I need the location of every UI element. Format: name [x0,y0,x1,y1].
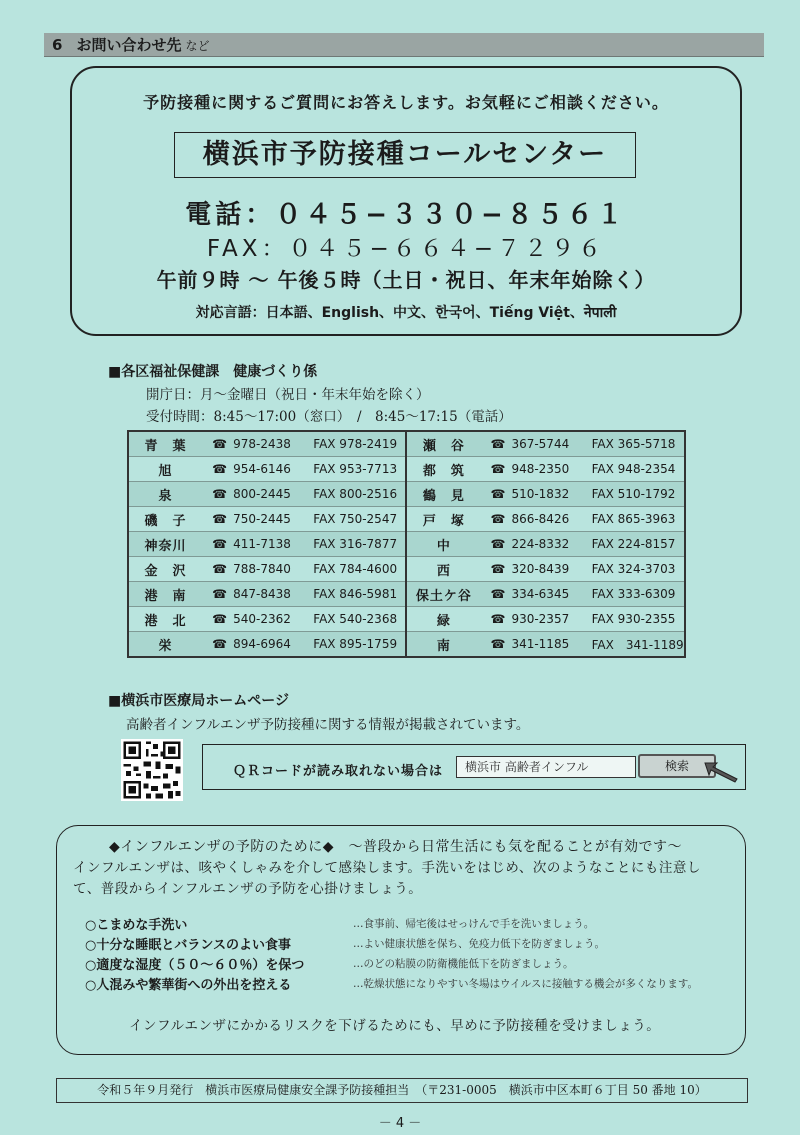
ward-contact-table [127,430,686,658]
ward-tel-cell [202,632,305,658]
ward-tel-cell [202,557,305,582]
ward-fax: FAX 930-2355 [584,607,685,632]
homepage-description: 高齢者インフルエンザ予防接種に関する情報が掲載されています。 [126,717,530,733]
ward-tel: 224-8332 [511,537,570,551]
ward-tel: 866-8426 [511,512,570,526]
phone-icon: ☎ [490,512,506,526]
ward-tel: 847-8438 [233,587,291,601]
ward-tel: 800-2445 [233,487,291,501]
phone-icon: ☎ [490,562,506,576]
ward-name: 緑 [406,607,480,632]
table-row [128,557,685,582]
footer-issuer: 令和５年９月発行 横浜市医療局健康安全課予防接種担当 （〒231-0005 横浜市中区本町６丁目 50 番地 10） [56,1078,748,1103]
ward-reception-hours: 受付時間：8:45～17:00（窓口） / 8:45～17:15（電話） [146,409,512,425]
ward-tel: 540-2362 [233,612,291,626]
ward-tel-cell [480,632,583,658]
ward-tel-cell [480,457,583,482]
phone-icon: ☎ [212,537,228,551]
phone-icon: ☎ [490,437,506,451]
tip-note: …のどの粘膜の防衛機能低下を防ぎましょう。 [353,958,574,970]
phone-icon: ☎ [490,487,506,501]
phone-icon: ☎ [490,537,506,551]
call-center-name: 横浜市予防接種コールセンター [174,132,636,178]
call-center-box [70,66,742,336]
ward-name: 鶴 見 [406,482,480,507]
ward-tel: 320-8439 [511,562,570,576]
ward-name: 西 [406,557,480,582]
ward-name: 都 筑 [406,457,480,482]
ward-fax: FAX 333-6309 [584,582,685,607]
ward-name: 保土ケ谷 [406,582,480,607]
tip-label: ○十分な睡眠とバランスのよい食事 [85,938,291,953]
ward-name: 神奈川 [128,532,202,557]
ward-fax: FAX 846-5981 [305,582,406,607]
tip-note: …食事前、帰宅後はせっけんで手を洗いましょう。 [353,918,595,930]
ward-name: 瀬 谷 [406,431,480,457]
flu-prevention-box [56,825,746,1055]
qr-code-icon[interactable] [121,739,183,801]
search-prompt: ＱＲコードが読み取れない場合は [233,764,444,779]
section-title: お問い合わせ先 [76,36,182,54]
ward-tel: 930-2357 [511,612,570,626]
ward-fax: FAX 865-3963 [584,507,685,532]
phone-icon: ☎ [212,512,228,526]
ward-fax: FAX 800-2516 [305,482,406,507]
search-button[interactable]: 検索 [638,754,716,778]
ward-name: 戸 塚 [406,507,480,532]
flu-closing: インフルエンザにかかるリスクを下げるためにも、早めに予防接種を受けましょう。 [129,1018,661,1034]
ward-offices-heading: ■各区福祉保健課 健康づくり係 [108,364,318,380]
ward-name: 港 南 [128,582,202,607]
tip-label: ○適度な湿度（５０～６０％）を保つ [85,958,305,973]
table-row [128,457,685,482]
ward-tel: 788-7840 [233,562,291,576]
table-row [128,532,685,557]
ward-tel: 334-6345 [511,587,570,601]
page-number: － 4 － [378,1116,422,1131]
tip-label: ○こまめな手洗い [85,918,188,933]
phone-icon: ☎ [212,437,228,451]
flu-intro-line1: インフルエンザは、咳やくしゃみを介して感染します。手洗いをはじめ、次のようなことにも注意し [73,860,701,876]
phone-icon: ☎ [212,562,228,576]
ward-name: 金 沢 [128,557,202,582]
ward-tel-cell [202,457,305,482]
ward-fax: FAX 324-3703 [584,557,685,582]
ward-tel-cell [202,607,305,632]
ward-tel: 367-5744 [511,437,570,451]
table-row [128,607,685,632]
ward-tel-cell [202,482,305,507]
ward-tel-cell [480,507,583,532]
ward-tel: 750-2445 [233,512,291,526]
ward-tel-cell [480,557,583,582]
ward-fax: FAX 510-1792 [584,482,685,507]
ward-tel: 954-6146 [233,462,291,476]
table-row [128,507,685,532]
ward-tel: 978-2438 [233,437,291,451]
call-center-intro: 予防接種に関するご質問にお答えします。お気軽にご相談ください。 [143,93,669,112]
ward-name: 磯 子 [128,507,202,532]
ward-name: 栄 [128,632,202,658]
ward-open-days: 開庁日：月～金曜日（祝日・年末年始を除く） [146,387,430,403]
ward-tel-cell [480,582,583,607]
search-box-area [202,744,746,790]
ward-tel-cell [202,507,305,532]
ward-tel: 411-7138 [233,537,291,551]
table-row [128,482,685,507]
ward-fax: FAX 341-1189 [584,632,685,658]
phone-icon: ☎ [212,462,228,476]
table-row [128,632,685,658]
phone-icon: ☎ [490,462,506,476]
phone-icon: ☎ [490,612,506,626]
ward-tel: 510-1832 [511,487,570,501]
ward-fax: FAX 953-7713 [305,457,406,482]
ward-name: 泉 [128,482,202,507]
flu-prevention-title: ◆インフルエンザの予防のために◆ ～普段から日常生活にも気を配ることが有効です～ [109,839,682,855]
ward-tel: 894-6964 [233,637,291,651]
ward-fax: FAX 784-4600 [305,557,406,582]
phone-icon: ☎ [212,487,228,501]
tip-label: ○人混みや繁華街への外出を控える [85,978,292,993]
phone-icon: ☎ [212,612,228,626]
flu-intro-line2: て、普段からインフルエンザの予防を心掛けましょう。 [73,881,423,897]
call-center-tel: 電話：０４５−３３０−８５６１ [185,200,627,230]
ward-name: 中 [406,532,480,557]
phone-icon: ☎ [212,587,228,601]
ward-name: 南 [406,632,480,658]
ward-tel-cell [480,431,583,457]
phone-icon: ☎ [212,637,228,651]
ward-tel-cell [202,582,305,607]
ward-tel-cell [202,431,305,457]
call-center-fax: FAX：０４５−６６４−７２９６ [206,236,606,262]
ward-name: 港 北 [128,607,202,632]
homepage-heading: ■横浜市医療局ホームページ [108,693,289,709]
phone-icon: ☎ [490,637,506,651]
section-number: 6 [52,36,63,54]
ward-name: 旭 [128,457,202,482]
ward-tel-cell [480,607,583,632]
ward-tel-cell [480,532,583,557]
ward-fax: FAX 750-2547 [305,507,406,532]
ward-fax: FAX 978-2419 [305,431,406,457]
table-row [128,582,685,607]
search-input[interactable]: 横浜市 高齢者インフル [456,756,636,778]
ward-fax: FAX 540-2368 [305,607,406,632]
table-row [128,431,685,457]
ward-tel-cell [480,482,583,507]
phone-icon: ☎ [490,587,506,601]
tip-note: …乾燥状態になりやすい冬場はウイルスに接触する機会が多くなります。 [353,978,699,990]
ward-tel: 948-2350 [511,462,570,476]
ward-fax: FAX 948-2354 [584,457,685,482]
cursor-arrow-icon [703,759,739,783]
ward-fax: FAX 895-1759 [305,632,406,658]
call-center-hours: 午前９時 ～ 午後５時（土日・祝日、年末年始除く） [156,268,656,292]
ward-fax: FAX 316-7877 [305,532,406,557]
section-header [44,33,764,57]
ward-tel-cell [202,532,305,557]
section-suffix: など [185,39,210,53]
ward-tel: 341-1185 [511,637,570,651]
ward-fax: FAX 365-5718 [584,431,685,457]
tip-note: …よい健康状態を保ち、免疫力低下を防ぎましょう。 [353,938,605,950]
ward-fax: FAX 224-8157 [584,532,685,557]
call-center-languages: 対応言語：日本語、English、中文、한국어、Tiếng Việt、नेपाली [195,305,617,321]
ward-name: 青 葉 [128,431,202,457]
